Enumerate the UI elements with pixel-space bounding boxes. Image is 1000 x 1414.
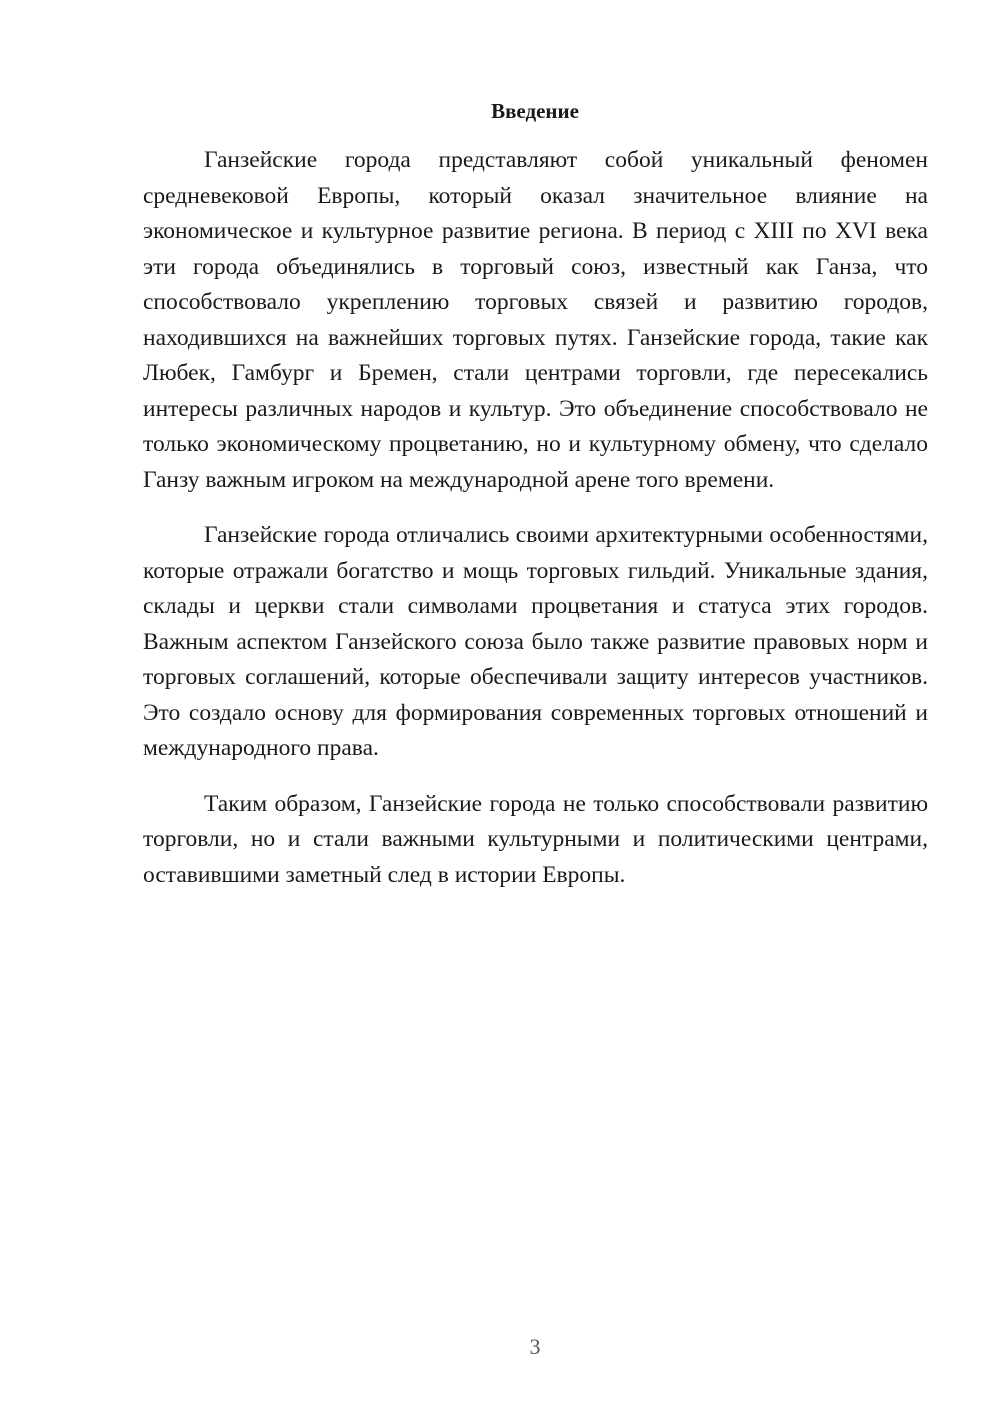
section-heading: Введение [491,99,579,123]
paragraph-2: Ганзейские города отличались своими архитектурными особенностями, которые отражали богатство и мощь торговых гильдий. Уникальные здания, склады и церкви стали символами процветания и статуса этих городов. Важным аспектом Ганзейского союза было также развитие правовых норм и торговых соглашений, которые обеспечивали защиту интересов участников. Это создало основу для формирования современных торговых отношений и международного права. [143,522,928,761]
paragraph-3: Таким образом, Ганзейские города не только способствовали развитию торговли, но и стали важными культурными и политическими центрами, оставившими заметный след в истории Европы. [143,790,928,888]
page-number: 3 [529,1334,541,1359]
paragraph-1: Ганзейские города представляют собой уникальный феномен средневековой Европы, который оказал значительное влияние на экономическое и культурное развитие региона. В период с XIII по XVI века эти города объединялись в торговый союз, известный как Ганза, что способствовало укреплению торговых связей и развитию городов, находившихся на важнейших торговых путях. Ганзейские города, такие как Любек, Гамбург и Бремен, стали центрами торговли, где пересекались интересы различных народов и культур. Это объединение способствовало не только экономическому процветанию, но и культурному обмену, что сделало Ганзу важным игроком на международной арене того времени. [143,147,928,493]
body-text [143,143,928,893]
